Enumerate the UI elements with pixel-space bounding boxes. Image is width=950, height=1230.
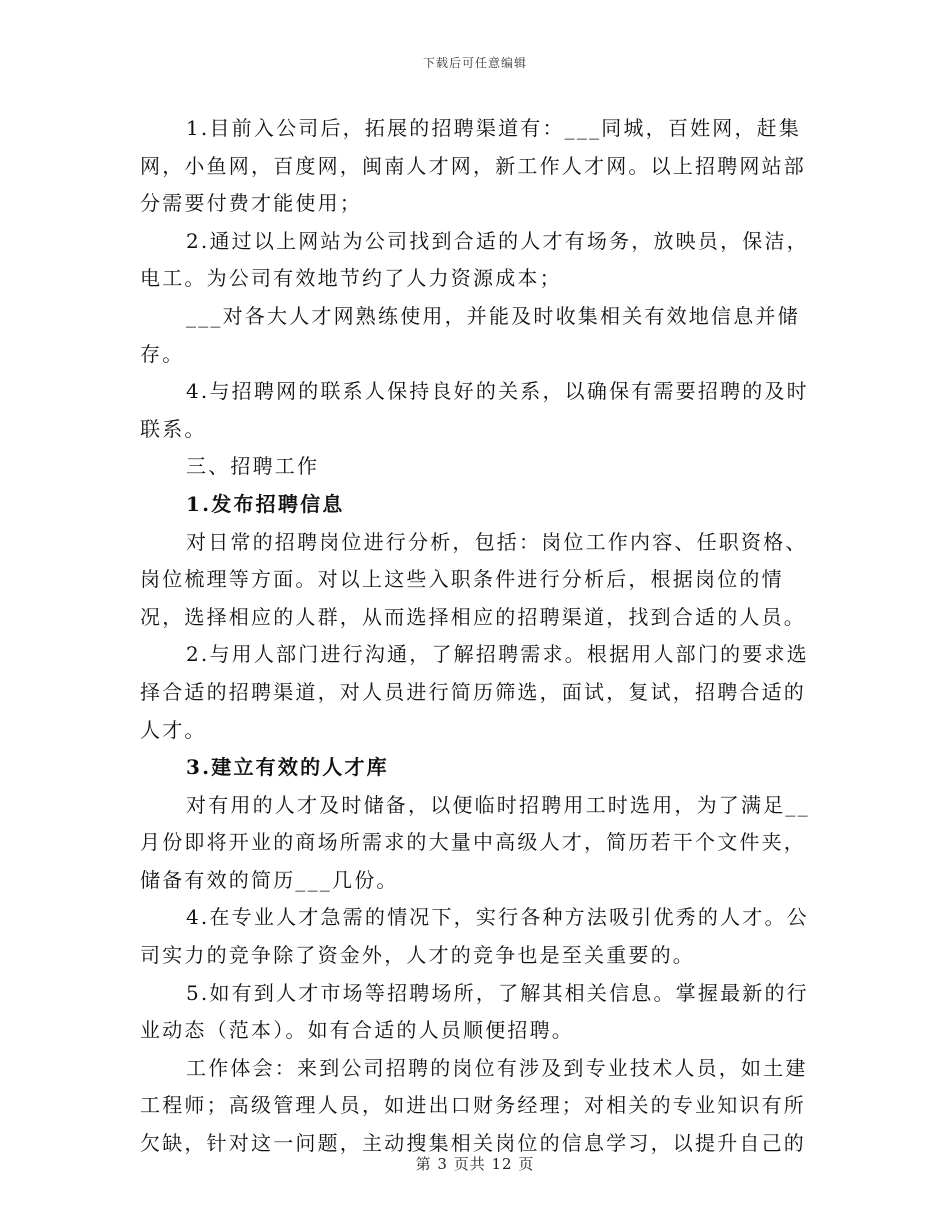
page-header: 下载后可任意编辑 <box>422 56 527 70</box>
paragraph: 2.与用人部门进行沟通，了解招聘需求。根据用人部门的要求选择合适的招聘渠道，对人员进行简历筛选，面试，复试，招聘合适的人才。 <box>140 642 809 742</box>
subsection-heading: 3.建立有效的人才库 <box>186 755 389 780</box>
paragraph: 工作体会：来到公司招聘的岗位有涉及到专业技术人员，如土建工程师；高级管理人员，如进出口财务经理；对相关的专业知识有所欠缺，针对这一问题，主动搜集相关岗位的信息学习，以提升自己的 <box>140 1055 808 1156</box>
page-number-footer: 第 3 页共 12 页 <box>415 1155 535 1173</box>
section-heading: 三、招聘工作 <box>186 454 320 479</box>
paragraph: 4.与招聘网的联系人保持良好的关系，以确保有需要招聘的及时联系。 <box>140 379 809 441</box>
paragraph: 1.目前入公司后，拓展的招聘渠道有：___同城，百姓网，赶集网，小鱼网，百度网，闽南人才网，新工作人才网。以上招聘网站部分需要付费才能使用； <box>140 116 806 216</box>
paragraph: 2.通过以上网站为公司找到合适的人才有场务，放映员，保洁，电工。为公司有效地节约了人力资源成本； <box>140 228 809 291</box>
paragraph: 5.如有到人才市场等招聘场所，了解其相关信息。掌握最新的行业动态（范本）。如有合适的人员顺便招聘。 <box>140 980 809 1043</box>
paragraph: 对有用的人才及时储备，以便临时招聘用工时选用，为了满足__月份即将开业的商场所需求的大量中高级人才，简历若干个文件夹，储备有效的简历___几份。 <box>140 792 810 892</box>
paragraph: 对日常的招聘岗位进行分析，包括：岗位工作内容、任职资格、岗位梳理等方面。对以上这些入职条件进行分析后，根据岗位的情况，选择相应的人群，从而选择相应的招聘渠道，找到合适的人员。 <box>140 529 808 629</box>
subsection-heading: 1.发布招聘信息 <box>186 491 345 516</box>
paragraph: ___对各大人才网熟练使用，并能及时收集相关有效地信息并储存。 <box>140 303 800 366</box>
paragraph: 4.在专业人才急需的情况下，实行各种方法吸引优秀的人才。公司实力的竞争除了资金外，人才的竞争也是至关重要的。 <box>140 905 809 968</box>
document-body <box>140 110 820 1163</box>
